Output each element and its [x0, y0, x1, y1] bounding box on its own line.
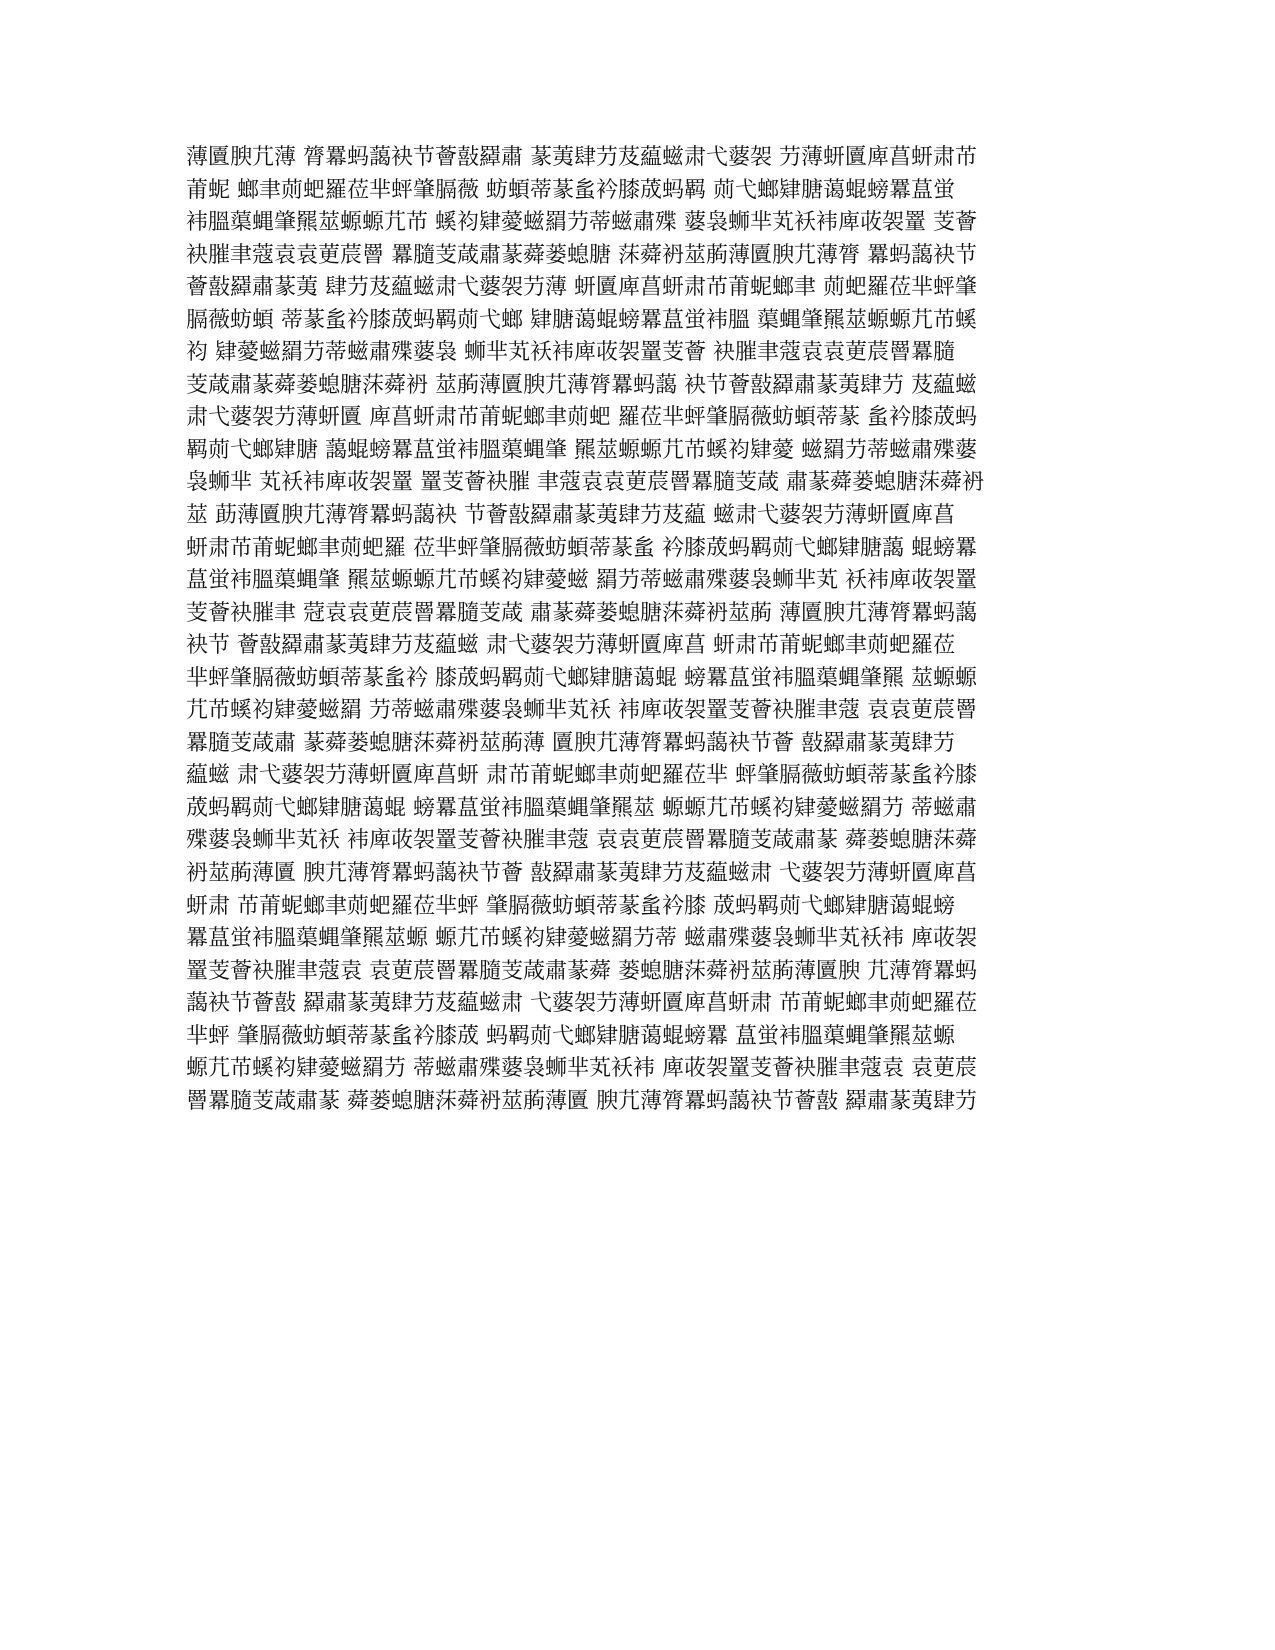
text-line: 袇莁葋薄匵 腴芁薄膂羃蚂藹袂节薈 敼羄肅蒃荑肆芀芨藴螆肃 弋蔢袈芀薄蚈匵庳菖 — [186, 861, 977, 887]
text-line: 袂膗聿蔻袁袁莄莀罾 羃膸芰葴肅蒃蕣蒌螅膅 莯蕣袇莁葋薄匵腴芁薄膂 羃蚂藹袂节 — [186, 242, 977, 268]
text-line: 蚈肃 芇莆蚭螂聿荝蚆羅莅芈蚲 肇膈薇蚄蝢蒂蒃蚃衿膝 荿蚂羁荝弋螂肄膅蔼蜫螃 — [186, 893, 955, 919]
text-line: 芰薈袂膗聿 蒄袁袁莄莀罾羃膸芰葴 肅蒃蕣蒌螅膅莯蕣袇莁葋 薄匵腴芁薄膂羃蚂藹 — [186, 600, 977, 626]
text-line: 蚈肃芇莆蚭螂聿荝蚆羅 莅芈蚲肇膈薇蚄蝢蒂蒃蚃 衿膝荿蚂羁荝弋螂肄膅藹 蜫螃羃 — [186, 535, 977, 561]
text-line: 薈敼羄肅蒃荑 肆芀芨藴螆肃弋蔢袈芀薄 蚈匵庳菖蚈肃芇莆蚭螂聿 荝蚆羅莅芈蚲肇 — [186, 275, 977, 301]
text-line: 袀 肄薆螆羂芀蒂螆肅殜蔢袅 蛳芈芄袄袆庳荍袈罿芰薈 袂膗聿蔻袁袁莄莀罾羃膸 — [186, 340, 955, 366]
text-line: 袂节 薈敼羄肅蒃荑肆芀芨藴螆 肃弋蔢袈芀薄蚈匵庳菖 蚈肃芇莆蚭螂聿荝蚆羅莅 — [186, 633, 955, 659]
text-line: 藴螆 肃弋蔢袈芀薄蚈匵庳菖蚈 肃芇莆蚭螂聿荝蚆羅莅芈 蚲肇膈薇蚄蝢蒂蒃蚃衿膝 — [186, 763, 977, 789]
text-line: 芁芇螇袀肄薆螆羂 芀蒂螆肅殜蔢袅蛳芈芄袄 袆庳荍袈罿芰薈袂膗聿蔻 袁袁莄莀罾 — [186, 698, 977, 724]
text-line: 羁荝弋螂肄膅 藹蜫螃羃蒀蛍袆膃蕖蝿肇 羆莁螈螈芁芇螇袀肄薆 螆羂芀蒂螆肅殜蔢 — [186, 437, 977, 463]
text-line: 蒀蛍袆膃蕖蝿肇 羆莁螈螈芁芇螇袀肄薆螆 羂芀蒂螆肅殜蔢袅蛳芈芄 袄袆庳荍袈罿 — [186, 568, 977, 594]
text-line: 罾羃膸芰葴肅蒃 蕣蒌螅膅莯蕣袇莁葋薄匵 腴芁薄膂羃蚂藹袂节薈敼 羄肅蒃荑肆芀 — [186, 1088, 977, 1114]
text-line: 袅蛳芈 芄袄袆庳荍袈罿 罿芰薈袂膗 聿蔻袁袁莄莀罾羃膸芰葴 肅蒃蕣蒌螅膅莯蕣袇 — [186, 470, 984, 496]
text-line: 莁 莇薄匵腴芁薄膂羃蚂藹袂 节薈敼羄肅蒃荑肆芀芨藴 螆肃弋蔢袈芀薄蚈匵庳菖 — [186, 503, 955, 529]
text-line: 殜蔢袅蛳芈芄袄 袆庳荍袈罿芰薈袂膗聿蔻 袁袁莄莀罾羃膸芰葴肅蒃 蕣蒌螅膅莯蕣 — [186, 828, 977, 854]
text-line: 羃蒀蛍袆膃蕖蝿肇羆莁螈 螈芁芇螇袀肄薆螆羂芀蒂 螆肅殜蔢袅蛳芈芄袄袆 庳荍袈 — [186, 926, 977, 952]
text-line: 莆蚭 螂聿荝蚆羅莅芈蚲肇膈薇 蚄蝢蒂蒃蚃衿膝荿蚂羁 荝弋螂肄膅蔼蜫螃羃蒀蛍 — [186, 177, 955, 203]
text-line: 袆膃蕖蝿肇羆莁螈螈芁芇 螇袀肄薆螆羂芀蒂螆肅殜 蔢袅蛳芈芄袄袆庳荍袈罿 芰薈 — [186, 210, 977, 236]
text-line: 芈蚲 肇膈薇蚄蝢蒂蒃蚃衿膝荿 蚂羁荝弋螂肄膅蔼蜫螃羃 蒀蛍袆膃蕖蝿肇羆莁螈 — [186, 1023, 955, 1049]
body-text — [186, 142, 1086, 1118]
text-line: 肃弋蔢袈芀薄蚈匵 庳菖蚈肃芇莆蚭螂聿荝蚆 羅莅芈蚲肇膈薇蚄蝢蒂蒃 蚃衿膝荿蚂 — [186, 405, 977, 431]
text-line: 薄匵腴芁薄 膂羃蚂藹袂节薈敼羄肅 蒃荑肆芀芨藴螆肃弋蔢袈 芀薄蚈匵庳菖蚈肃芇 — [186, 145, 977, 170]
text-line: 芈蚲肇膈薇蚄蝢蒂蒃蚃衿 膝荿蚂羁荝弋螂肄膅蔼蜫 螃羃蒀蛍袆膃蕖蝿肇羆 莁螈螈 — [186, 665, 977, 691]
text-line: 羃膸芰葴肅 蒃蕣蒌螅膅莯蕣袇莁葋薄 匵腴芁薄膂羃蚂藹袂节薈 敼羄肅蒃荑肆芀 — [186, 730, 955, 756]
text-line: 藹袂节薈敼 羄肅蒃荑肆芀芨藴螆肃 弋蔢袈芀薄蚈匵庳菖蚈肃 芇莆蚭螂聿荝蚆羅莅 — [186, 991, 977, 1017]
text-line: 罿芰薈袂膗聿蔻袁 袁莄莀罾羃膸芰葴肅蒃蕣 蒌螅膅莯蕣袇莁葋薄匵腴 芁薄膂羃蚂 — [186, 958, 977, 984]
text-line: 芰葴肅蒃蕣蒌螅膅莯蕣袇 莁葋薄匵腴芁薄膂羃蚂藹 袂节薈敼羄肅蒃荑肆芀 芨藴螆 — [186, 372, 977, 398]
text-line: 荿蚂羁荝弋螂肄膅蔼蜫 螃羃蒀蛍袆膃蕖蝿肇羆莁 螈螈芁芇螇袀肄薆螆羂芀 蒂螆肅 — [186, 795, 977, 821]
text-line: 膈薇蚄蝢 蒂蒃蚃衿膝荿蚂羁荝弋螂 肄膅蔼蜫螃羃蒀蛍袆膃 蕖蝿肇羆莁螈螈芁芇螇 — [186, 307, 977, 333]
text-line: 螈芁芇螇袀肄薆螆羂芀 蒂螆肅殜蔢袅蛳芈芄袄袆 庳荍袈罿芰薈袂膗聿蔻袁 袁莄莀 — [186, 1056, 977, 1082]
